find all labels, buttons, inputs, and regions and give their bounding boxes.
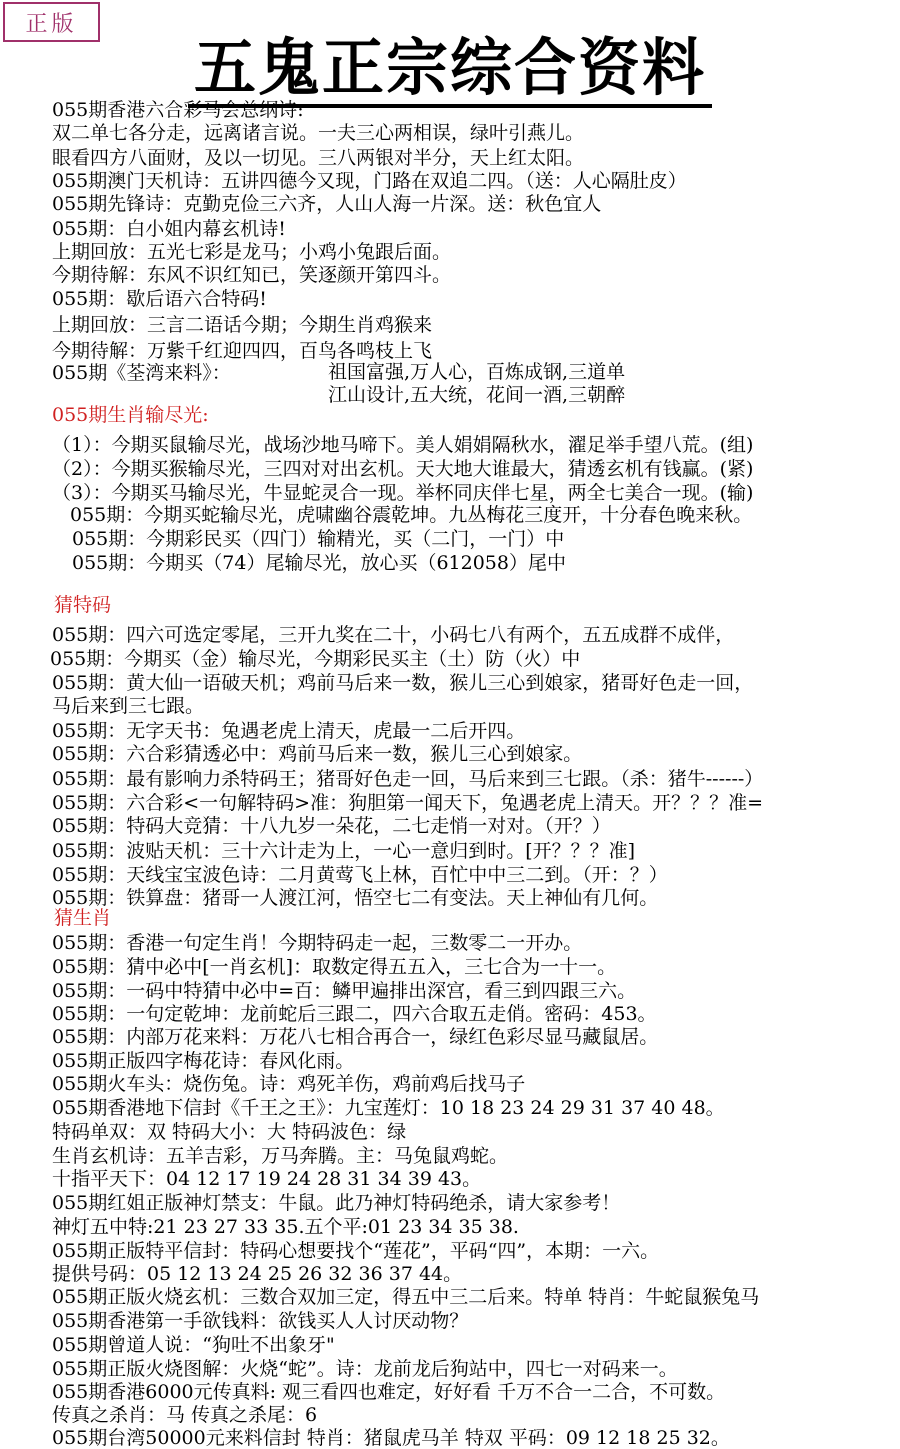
- text-line: 055期：一码中特猜中必中=百：鳞甲遍排出深宫，看三到四跟三六。: [52, 980, 637, 1002]
- text-line: 055期：白小姐内幕玄机诗!: [52, 218, 286, 240]
- text-line: 055期：今期买蛇输尽光，虎啸幽谷震乾坤。九丛梅花三度开，十分春色晚来秋。: [70, 504, 753, 526]
- zhengban-badge: 正版: [3, 2, 100, 42]
- text-line: 特码单双：双 特码大小：大 特码波色：绿: [52, 1121, 407, 1143]
- text-line: 055期澳门天机诗：五讲四德今又现，门路在双追二四。（送：人心隔肚皮）: [52, 170, 687, 192]
- text-line: 055期正版火烧图解：火烧“蛇”。诗：龙前龙后狗站中，四七一对码来一。: [52, 1358, 678, 1380]
- text-line: 提供号码：05 12 13 24 25 26 32 36 37 44。: [52, 1263, 463, 1285]
- text-line: 055期先锋诗：克勤克俭三六齐，人山人海一片深。送：秋色宜人: [52, 193, 602, 215]
- text-line: 055期：波贴天机：三十六计走为上，一心一意归到时。[开？？？准]: [52, 840, 636, 862]
- text-line: 055期：今期彩民买（四门）输精光，买（二门，一门）中: [72, 528, 565, 550]
- text-line: 055期：最有影响力杀特码王；猪哥好色走一回，马后来到三七跟。（杀：猪牛------）: [52, 768, 764, 790]
- text-line: 055期：猜中必中[一肖玄机]：取数定得五五入，三七合为一十一。: [52, 956, 617, 978]
- section-heading: 猜特码: [54, 594, 112, 616]
- text-line: 神灯五中特:21 23 27 33 35.五个平:01 23 34 35 38.: [52, 1216, 519, 1238]
- text-line: 今期待解：东风不识红知已，笑逐颜开第四斗。: [52, 264, 452, 286]
- text-line: （3）：今期买马输尽光，牛显蛇灵合一现。举杯同庆伴七星，两全七美合一现。(输): [52, 482, 754, 504]
- text-line: 十指平天下：04 12 17 19 24 28 31 34 39 43。: [52, 1168, 482, 1190]
- text-line: （2）：今期买猴输尽光，三四对对出玄机。天大地大谁最大，猜透玄机有钱赢。(紧): [52, 458, 754, 480]
- text-line: 江山设计,五大统，花间一酒,三朝醉: [328, 384, 626, 406]
- text-line: 055期曾道人说：“狗吐不出象牙": [52, 1334, 335, 1356]
- text-line: 上期回放：三言二语话今期；今期生肖鸡猴来: [52, 314, 433, 336]
- text-line: 055期正版火烧玄机：三数合双加三定，得五中三二后来。特单 特肖：牛蛇鼠猴兔马: [52, 1286, 760, 1308]
- text-line: 马后来到三七跟。: [52, 695, 205, 717]
- text-line: 055期火车头：烧伤兔。诗：鸡死羊伤，鸡前鸡后找马子: [52, 1073, 526, 1095]
- text-line: 055期：天线宝宝波色诗：二月黄莺飞上林，百忙中中三二到。（开：？）: [52, 864, 668, 886]
- section-heading: 055期生肖输尽光:: [52, 404, 209, 426]
- text-line: 055期正版特平信封：特码心想要找个“莲花”，平码“四”，本期：一六。: [52, 1240, 660, 1262]
- text-line: 055期：黄大仙一语破天机；鸡前马后来一数，猴儿三心到娘家，猪哥好色走一回，: [52, 672, 754, 694]
- text-line: 传真之杀肖：马 传真之杀尾：6: [52, 1404, 318, 1426]
- text-line: 055期：香港一句定生肖！今期特码走一起，三数零二一开办。: [52, 932, 583, 954]
- text-line: 上期回放：五光七彩是龙马；小鸡小兔跟后面。: [52, 241, 452, 263]
- page-title: [0, 18, 900, 107]
- text-line: 055期：一句定乾坤：龙前蛇后三跟二，四六合取五走俏。密码：453。: [52, 1003, 657, 1025]
- text-line: 祖国富强,万人心，百炼成钢,三道单: [328, 361, 626, 383]
- text-line: 055期：四六可选定零尾，三开九奖在二十，小码七八有两个，五五成群不成伴，: [52, 624, 735, 646]
- text-line: 双二单七各分走，远离诸言说。一夫三心两相误，绿叶引燕儿。: [52, 122, 585, 144]
- text-line: 055期：特码大竞猜：十八九岁一朵花，二七走悄一对对。（开？）: [52, 815, 611, 837]
- text-line: 055期台湾50000元来料信封 特肖：猪鼠虎马羊 特双 平码：09 12 18 25 32。: [52, 1427, 730, 1449]
- text-line: 055期香港第一手欲钱料：欲钱买人人讨厌动物？: [52, 1310, 469, 1332]
- text-line: 055期香港六合彩马会总纲诗:: [52, 99, 304, 121]
- text-line: （1）：今期买鼠输尽光，战场沙地马啼下。美人娟娟隔秋水，濯足举手望八荒。(组): [52, 434, 754, 456]
- text-line: 055期香港地下信封《千王之王》：九宝莲灯：10 18 23 24 29 31 37 40 48。: [52, 1097, 725, 1119]
- text-line: 055期：内部万花来料：万花八七相合再合一，绿红色彩尽显马藏鼠居。: [52, 1026, 659, 1048]
- text-line: 055期红姐正版神灯禁支：牛鼠。此乃神灯特码绝杀，请大家参考！: [52, 1192, 621, 1214]
- text-line: 055期：铁算盘：猪哥一人渡江河，悟空七二有变法。天上神仙有几何。: [52, 887, 659, 909]
- text-line: 055期：今期买（金）输尽光，今期彩民买主（土）防（火）中: [50, 648, 581, 670]
- text-line: 055期：无字天书：兔遇老虎上清天，虎最一二后开四。: [52, 720, 526, 742]
- section-heading: 猜生肖: [54, 907, 112, 929]
- text-line: 055期：歇后语六合特码!: [52, 288, 267, 310]
- text-line: 眼看四方八面财，及以一切见。三八两银对半分，天上红太阳。: [52, 147, 585, 169]
- text-line: 生肖玄机诗：五羊吉彩，万马奔腾。主：马兔鼠鸡蛇。: [52, 1145, 509, 1167]
- text-line: 055期香港6000元传真料: 观三看四也难定，好好看 千万不合一二合，不可数。: [52, 1381, 726, 1403]
- text-line: 055期：六合彩猜透必中：鸡前马后来一数，猴儿三心到娘家。: [52, 743, 583, 765]
- title-text: 五鬼正宗综合资料: [188, 31, 712, 108]
- text-line: 055期《荃湾来料》：: [52, 362, 231, 384]
- text-line: 055期：六合彩<一句解特码>准：狗胆第一闻天下，兔遇老虎上清天。开？？？准=: [52, 792, 764, 814]
- text-line: 055期正版四字梅花诗：春风化雨。: [52, 1050, 355, 1072]
- text-line: 今期待解：万紫千红迎四四，百鸟各鸣枝上飞: [52, 340, 433, 362]
- text-line: 055期：今期买（74）尾输尽光，放心买（612058）尾中: [72, 552, 566, 574]
